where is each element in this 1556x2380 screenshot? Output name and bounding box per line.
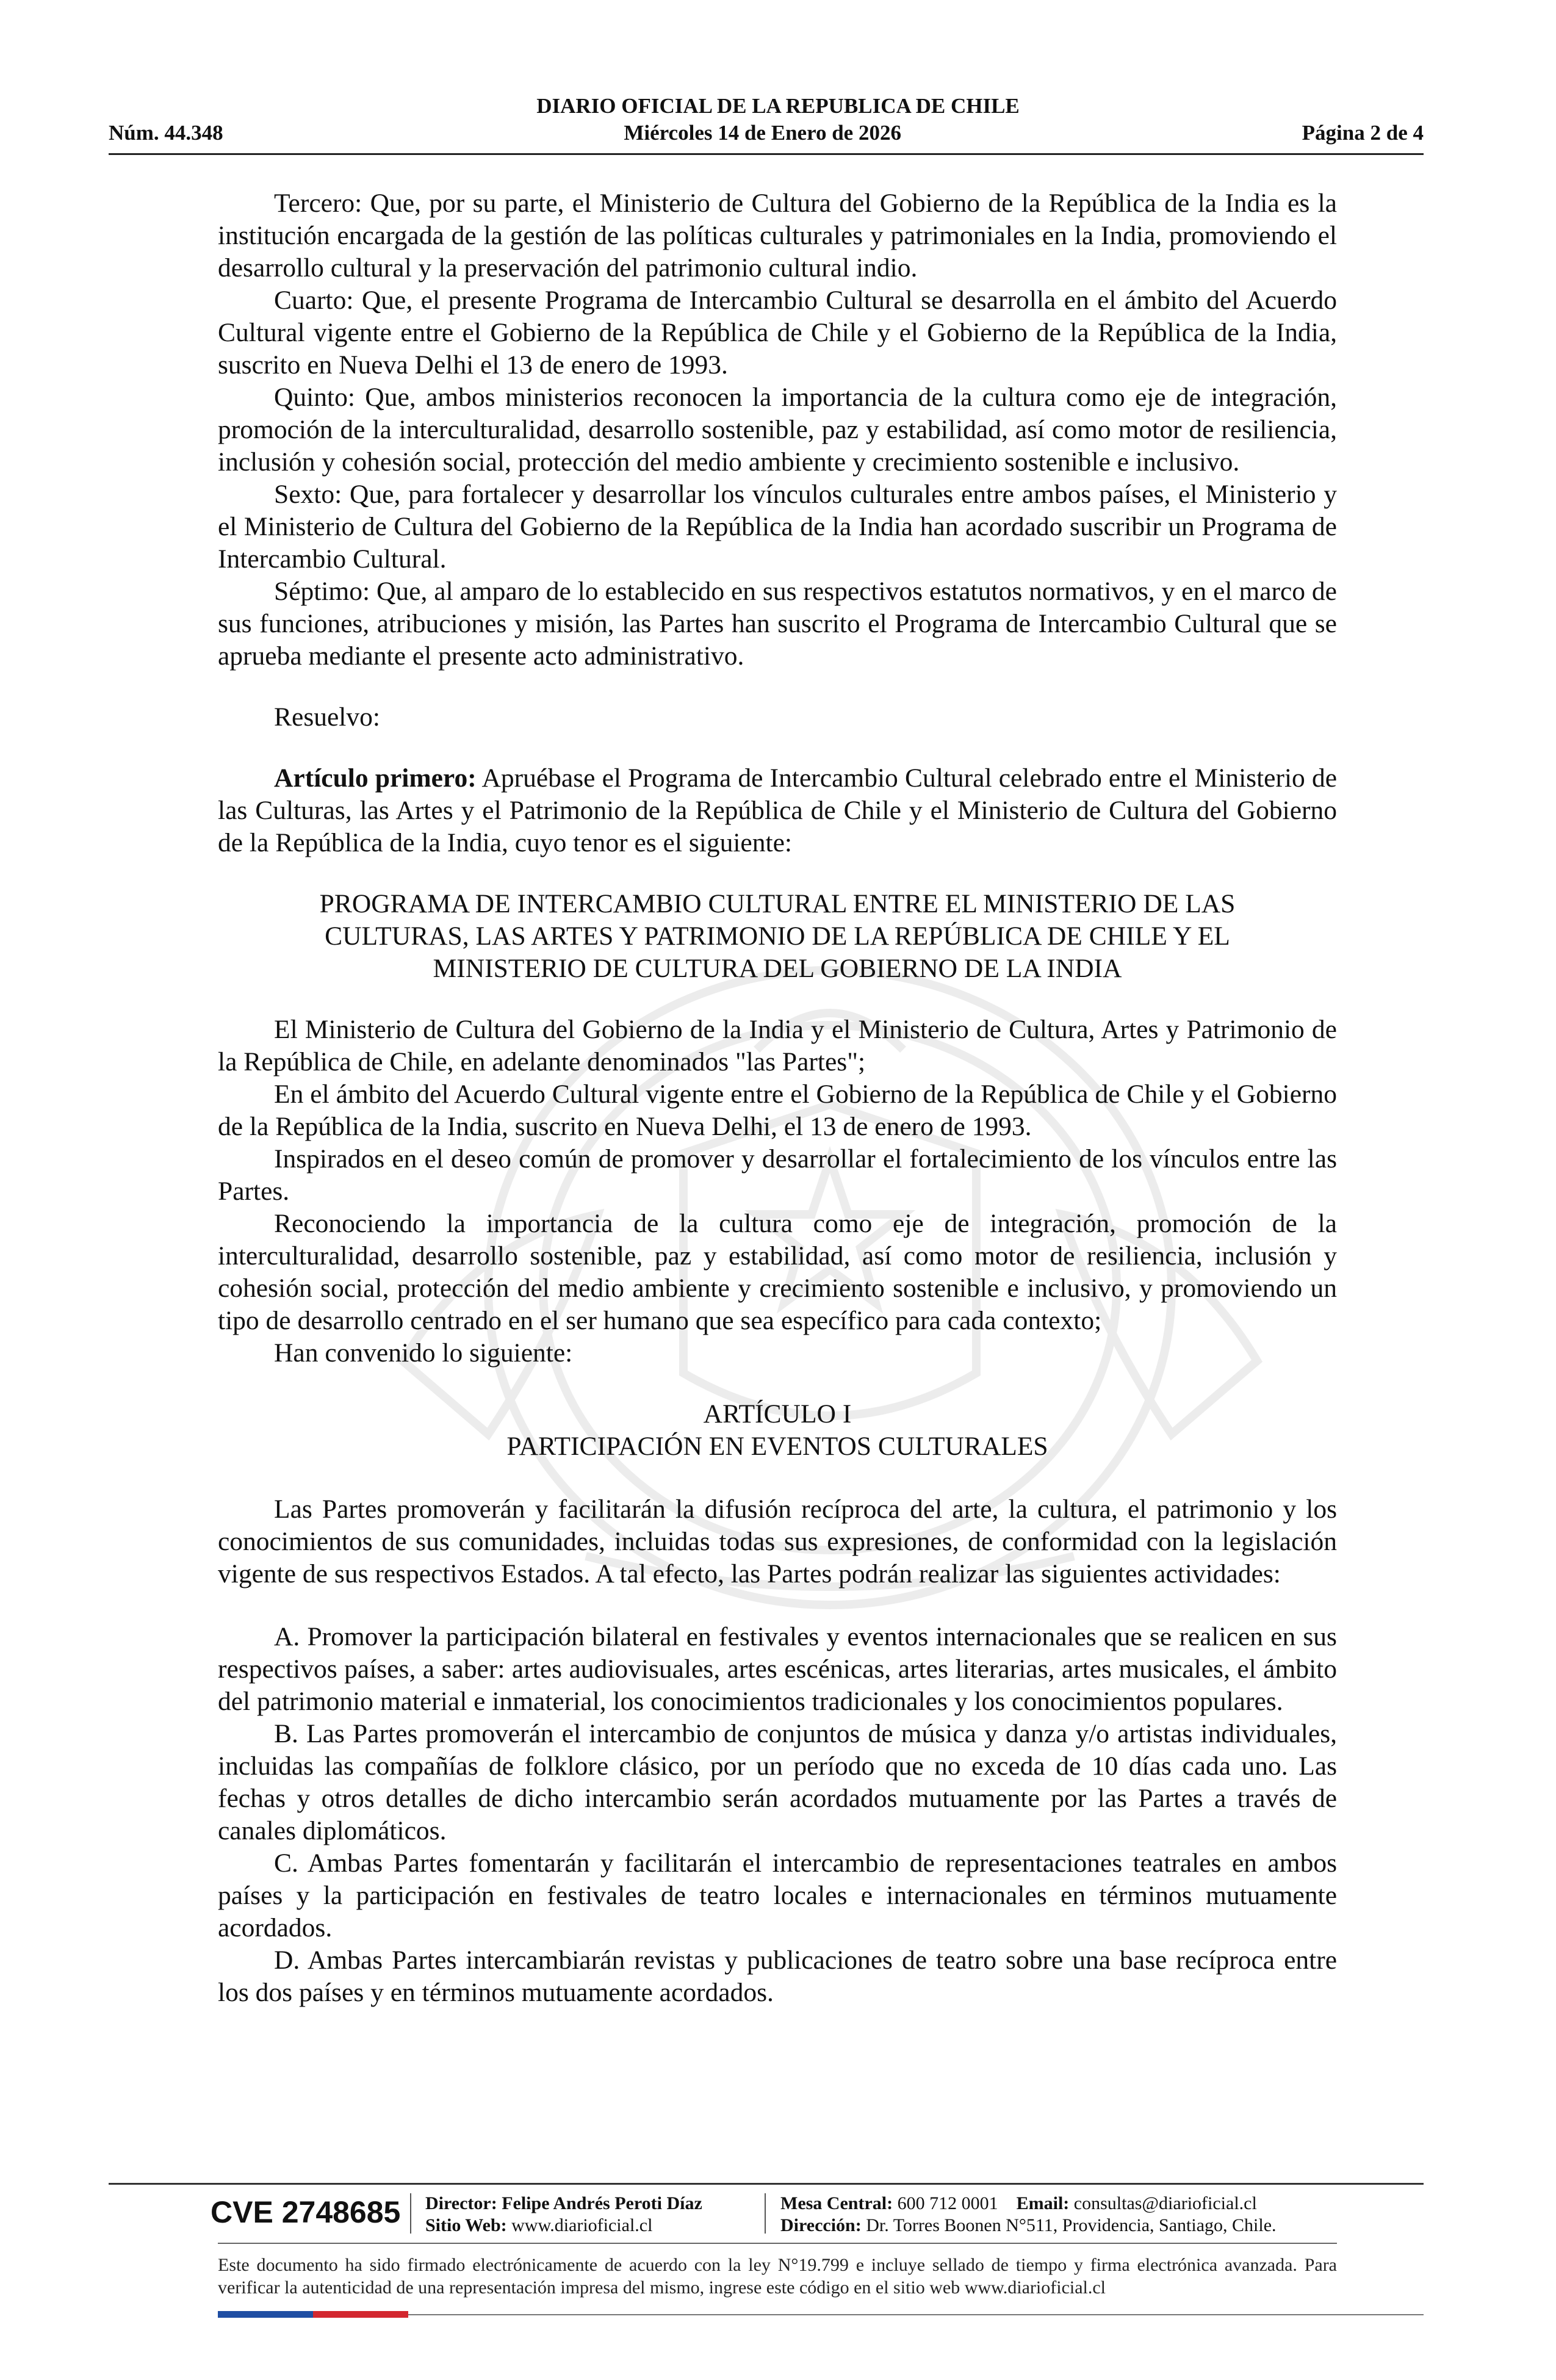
articulo-primero-label: Artículo primero: [274,763,477,793]
preamble-paragraph: El Ministerio de Cultura del Gobierno de la India y el Ministerio de Cultura, Artes y Patrimonio de la República de Chile, en adelante denominados "las Partes"; [218,1015,1337,1076]
article-intro: Las Partes promoverán y facilitarán la difusión recíproca del arte, la cultura, el patrimonio y los conocimientos de sus comunidades, incluidas todas sus expresiones, de conformidad con la legislación vigente de sus respectivos Estados. A tal efecto, las Partes podrán realizar las siguientes actividades: [218,1495,1337,1588]
article-title: PARTICIPACIÓN EN EVENTOS CULTURALES [506,1432,1048,1461]
address-label: Dirección: [780,2215,862,2235]
preamble-paragraph: Inspirados en el deseo común de promover y desarrollar el fortalecimiento de los vínculos entre las Partes. [218,1144,1337,1206]
director-label: Director: [425,2193,497,2213]
activity-item: B. Las Partes promoverán el intercambio de conjuntos de música y danza y/o artistas individuales, incluidas las compañías de folklore clásico, por un período que no exceda de 10 días cada uno. Las fechas y otros detalles de dicho intercambio serán acordados mutuamente por las Partes a través de canales diplomáticos. [218,1719,1337,1845]
footer-bottom-line [408,2314,1424,2315]
preamble-paragraph: Reconociendo la importancia de la cultura como eje de integración, promoción de la interculturalidad, desarrollo sostenible, paz y estabilidad, así como motor de resiliencia, inclusión y cohesión social, protección del medio ambiente y crecimiento sostenible e inclusivo, y promoviendo un tipo de desarrollo centrado en el ser humano que sea específico para cada contexto; [218,1209,1337,1335]
considerando-tercero: Tercero: Que, por su parte, el Ministerio de Cultura del Gobierno de la República de la India es la institución encargada de la gestión de las políticas culturales y patrimoniales en la India, promoviendo el desarrollo cultural y la preservación del patrimonio cultural indio. [218,189,1337,283]
resuelvo-heading: Resuelvo: [274,702,380,732]
footer-separator [765,2193,766,2234]
email-link[interactable]: consultas@diarioficial.cl [1073,2193,1257,2213]
footer-separator [410,2193,411,2234]
director-line [425,2193,702,2215]
considerando-quinto: Quinto: Que, ambos ministerios reconocen la importancia de la cultura como eje de integración, promoción de la interculturalidad, desarrollo sostenible, paz y estabilidad, así como motor de resiliencia, inclusión y cohesión social, protección del medio ambiente y crecimiento sostenible e inclusivo. [218,383,1337,477]
considerando-septimo: Séptimo: Que, al amparo de lo establecido en sus respectivos estatutos normativos, y en el marco de sus funciones, atribuciones y misión, las Partes han suscrito el Programa de Intercambio Cultural que se aprueba mediante el presente acto administrativo. [218,577,1337,671]
page-number: Página 2 de 4 [1302,121,1424,145]
mesa-phone: 600 712 0001 [897,2193,998,2213]
program-title-line: CULTURAS, LAS ARTES Y PATRIMONIO DE LA REPÚBLICA DE CHILE Y EL [325,921,1230,951]
article-number: ARTÍCULO I [703,1399,852,1429]
website-label: Sitio Web: [425,2215,507,2235]
considerando-cuarto: Cuarto: Que, el presente Programa de Intercambio Cultural se desarrolla en el ámbito del Acuerdo Cultural vigente entre el Gobierno de la República de Chile y el Gobierno de la República de la India, suscrito en Nueva Delhi el 13 de enero de 1993. [218,286,1337,380]
articulo-primero-text: Apruébase el Programa de Intercambio Cultural celebrado entre el Ministerio de las Culturas, las Artes y el Patrimonio de la República de Chile y el Ministerio de Cultura del Gobierno de la República de la India, cuyo tenor es el siguiente: [218,763,1338,857]
activity-item: A. Promover la participación bilateral en festivales y eventos internacionales que se realicen en sus respectivos países, a saber: artes audiovisuales, artes escénicas, artes literarias, artes musicales, el ámbito del patrimonio material e inmaterial, los conocimientos tradicionales y los conocimientos populares. [218,1622,1337,1716]
program-title [218,888,1337,985]
director-name: Felipe Andrés Peroti Díaz [502,2193,702,2213]
address-value: Dr. Torres Boonen N°511, Providencia, Santiago, Chile. [866,2215,1277,2235]
activity-item: C. Ambas Partes fomentarán y facilitarán el intercambio de representaciones teatrales en ambos países y la participación en festivales de teatro locales e internacionales en términos mutuamente acordados. [218,1848,1337,1942]
footer-director-block [425,2193,702,2237]
article-heading [218,1398,1337,1463]
website-link[interactable]: www.diarioficial.cl [511,2215,653,2235]
issue-date: Miércoles 14 de Enero de 2026 [624,121,901,145]
website-line [425,2215,702,2237]
footer-contact-block [780,2193,1277,2237]
header-divider [109,153,1424,155]
signature-note: Este documento ha sido firmado electrónicamente de acuerdo con la ley N°19.799 e incluye sellado de tiempo y firma electrónica avanzada. Para verificar la autenticidad de una representación impresa del mismo, ingrese este código en el sitio web www.diarioficial.cl [218,2255,1337,2298]
program-title-line: PROGRAMA DE INTERCAMBIO CULTURAL ENTRE EL MINISTERIO DE LAS [319,889,1236,918]
preamble-paragraph: Han convenido lo siguiente: [274,1338,573,1368]
flag-red-segment [313,2311,408,2318]
activity-item: D. Ambas Partes intercambiarán revistas y publicaciones de teatro sobre una base recíproca entre los dos países y en términos mutuamente acordados. [218,1945,1337,2007]
mesa-label: Mesa Central: [780,2193,893,2213]
footer-divider-thin [218,2243,1337,2244]
flag-blue-segment [218,2311,313,2318]
footer-divider [109,2183,1424,2185]
cve-code: CVE 2748685 [211,2195,401,2229]
address-line [780,2215,1277,2237]
considerando-sexto: Sexto: Que, para fortalecer y desarrollar los vínculos culturales entre ambos países, el Ministerio y el Ministerio de Cultura del Gobierno de la República de la India han acordado suscribir un Programa de Intercambio Cultural. [218,480,1337,574]
issue-number: Núm. 44.348 [109,121,223,145]
articulo-primero [218,762,1337,859]
newspaper-title: DIARIO OFICIAL DE LA REPUBLICA DE CHILE [536,94,1020,118]
document-body [218,187,1337,2009]
chile-flag-bar [218,2311,408,2318]
preamble-paragraph: En el ámbito del Acuerdo Cultural vigente entre el Gobierno de la República de Chile y el Gobierno de la República de la India, suscrito en Nueva Delhi, el 13 de enero de 1993. [218,1080,1337,1141]
email-label: Email: [1016,2193,1070,2213]
mesa-line [780,2193,1277,2215]
header-row [109,120,1424,146]
program-title-line: MINISTERIO DE CULTURA DEL GOBIERNO DE LA INDIA [433,954,1122,983]
